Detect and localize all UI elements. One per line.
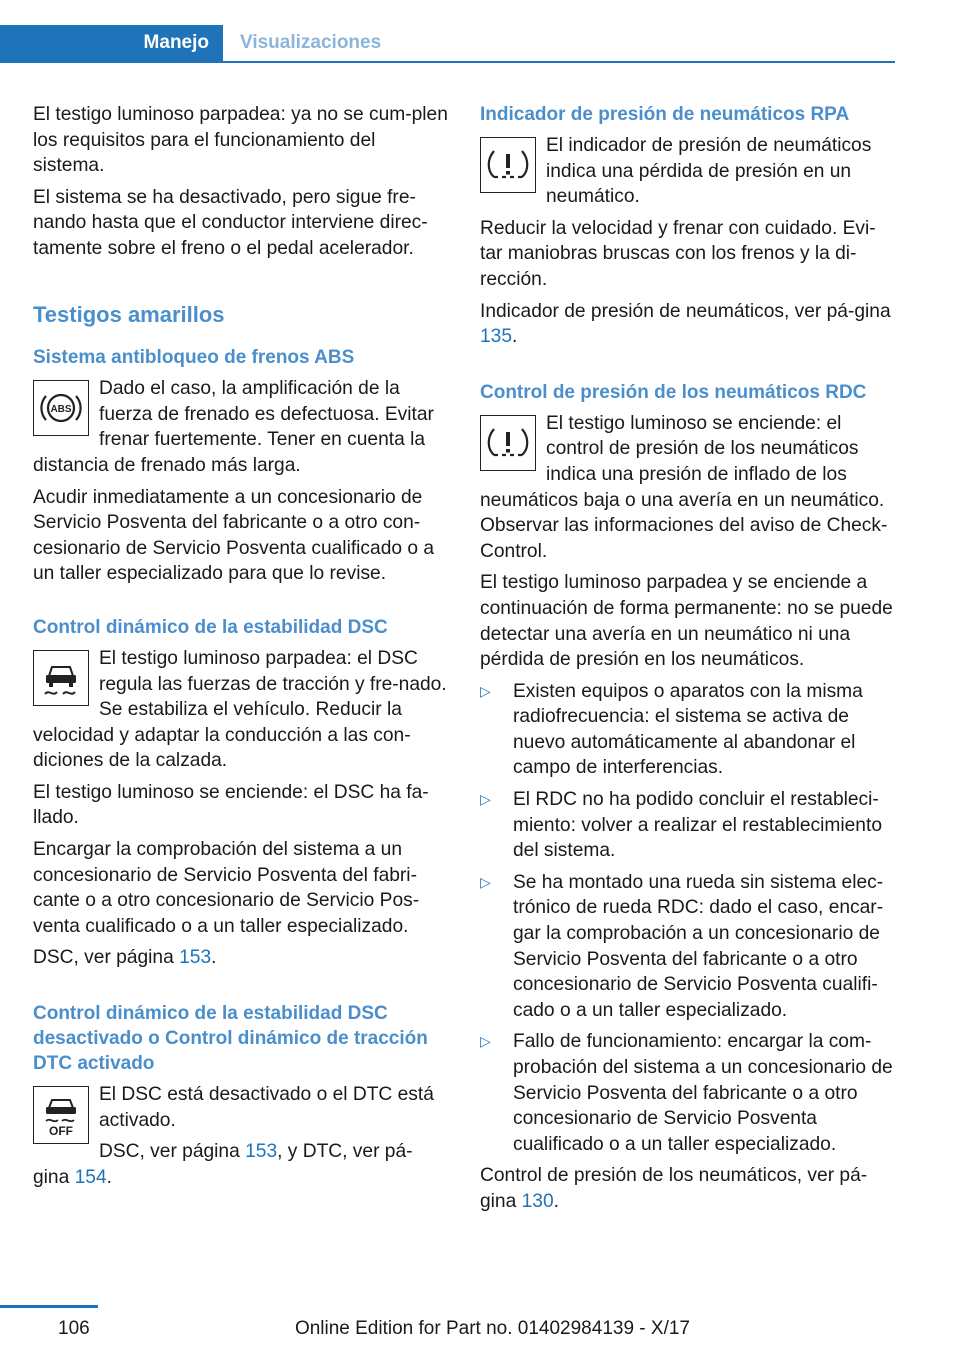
reference: Control de presión de los neumáticos, ver pá-gina 130.: [480, 1165, 868, 1212]
page-link-130[interactable]: 130: [521, 1190, 554, 1212]
reference: DSC, ver página 153.: [33, 947, 217, 969]
list-item: ▷ Fallo de funcionamiento: encargar la com-probación del sistema a un concesionario de Servicio Posventa del fabricante o a otro concesionario de Servicio Posventa cualificado o a un taller especializado.: [480, 1029, 895, 1157]
tire-pressure-warning-icon: [480, 137, 536, 193]
tab-visualizaciones[interactable]: Visualizaciones: [240, 32, 382, 53]
section-heading-yellow-lights: Testigos amarillos: [33, 301, 225, 327]
paragraph: El sistema se ha desactivado, pero sigue fre-nando hasta que el conductor interviene direc-tamente sobre el freno o el pedal acelerador.: [33, 186, 428, 259]
list-item: ▷ Existen equipos o aparatos con la misma radiofrecuencia: el sistema se activa de nuevo automáticamente al abandonar el campo de interferencias.: [480, 679, 895, 781]
chapter-tabs: [0, 25, 895, 63]
bullet-list: [480, 679, 895, 1158]
paragraph: El testigo luminoso se enciende: el DSC ha fa-llado.: [33, 781, 429, 829]
right-column: [480, 102, 895, 1221]
paragraph: El indicador de presión de neumáticos indica una pérdida de presión en un neumático.: [546, 135, 872, 208]
left-column: [33, 102, 448, 1196]
dsc-off-icon: [33, 1086, 89, 1144]
dsc-skid-car-icon: [33, 650, 89, 706]
paragraph: El testigo luminoso se enciende: el control de presión de los neumáticos indica una presión de inflado de los neumáticos baja o una avería en un neumático. Observar las informaciones del aviso de Check-Control.: [480, 412, 888, 562]
page-link-135[interactable]: 135: [480, 326, 513, 348]
list-item: ▷ Se ha montado una rueda sin sistema elec-trónico de rueda RDC: dado el caso, encar-gar la comprobación a un concesionario de Servicio Posventa del fabricante o a otro concesionario de Servicio Posventa cualifi-cado o a un taller especializado.: [480, 870, 895, 1024]
edition-label: Online Edition for Part no. 01402984139 - X/17: [294, 1318, 690, 1339]
tab-manejo[interactable]: Manejo: [0, 25, 223, 61]
page-link-154[interactable]: 154: [74, 1166, 107, 1188]
heading-rpa: Indicador de presión de neumáticos RPA: [480, 104, 850, 125]
heading-abs: Sistema antibloqueo de frenos ABS: [33, 347, 355, 369]
reference: Indicador de presión de neumáticos, ver pá-gina 135.: [480, 300, 891, 348]
paragraph: Dado el caso, la amplificación de la fuerza de frenado es defectuosa. Evitar frenar fuertemente. Tener en cuenta la distancia de frenado más larga.: [33, 378, 434, 476]
svg-text:ABS: ABS: [50, 404, 72, 416]
abs-warning-icon: [33, 380, 89, 436]
heading-dsc-off: Control dinámico de la estabilidad DSC desactivado o Control dinámico de tracción DTC activado: [33, 1003, 428, 1075]
paragraph: Encargar la comprobación del sistema a un concesionario de Servicio Posventa del fabri-cante o a otro concesionario de Servicio Pos-venta cualificado o a un taller especializado.: [33, 839, 420, 937]
page-link-153[interactable]: 153: [245, 1141, 278, 1163]
page-number: 106: [58, 1318, 90, 1339]
heading-dsc: Control dinámico de la estabilidad DSC: [33, 616, 388, 638]
svg-text:OFF: OFF: [49, 1124, 73, 1139]
heading-rdc: Control de presión de los neumáticos RDC: [480, 381, 867, 403]
tire-pressure-warning-icon: [480, 415, 536, 471]
paragraph: Reducir la velocidad y frenar con cuidado. Evi-tar maniobras bruscas con los frenos y la di-rección.: [480, 217, 876, 290]
paragraph: El testigo luminoso parpadea: el DSC regula las fuerzas de tracción y fre-nado. Se estabiliza el vehículo. Reducir la velocidad y adaptar la conducción a las con-diciones de la calzada.: [33, 647, 447, 772]
paragraph: El testigo luminoso parpadea: ya no se cum-plen los requisitos para el funcionamiento del sistema.: [33, 104, 448, 177]
list-item: ▷ El RDC no ha podido concluir el restableci-miento: volver a realizar el restablecimiento del sistema.: [480, 787, 895, 864]
paragraph: El DSC está desactivado o el DTC está activado.: [99, 1084, 434, 1131]
paragraph: El testigo luminoso parpadea y se enciende a continuación de forma permanente: no se puede detectar una avería en un neumático ni una pérdida de presión en los neumáticos.: [480, 572, 893, 671]
reference: DSC, ver página 153, y DTC, ver pá-gina 154.: [33, 1141, 413, 1188]
footer-rule: [0, 1305, 98, 1308]
paragraph: Acudir inmediatamente a un concesionario de Servicio Posventa del fabricante o a otro con-cesionario de Servicio Posventa cualificado o a un taller especializado para que lo revise.: [33, 486, 435, 585]
page-link-153[interactable]: 153: [179, 947, 212, 969]
